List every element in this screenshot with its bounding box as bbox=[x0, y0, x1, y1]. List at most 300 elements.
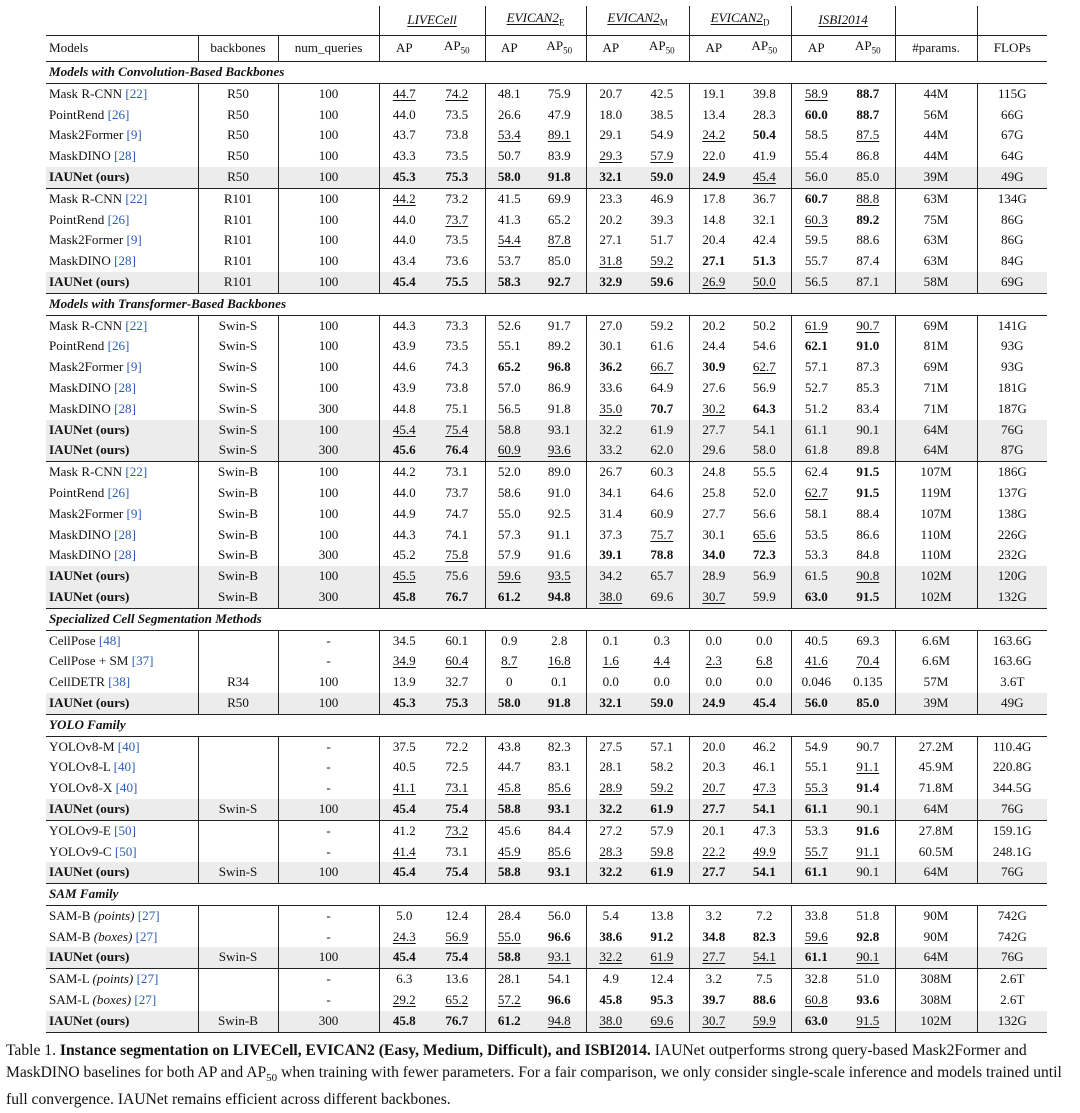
metric-value: 85.0 bbox=[547, 253, 571, 269]
citation-link[interactable]: [40] bbox=[117, 738, 140, 754]
ap50-cell bbox=[429, 927, 485, 948]
num-queries-cell: 100 bbox=[278, 378, 379, 399]
table-row bbox=[46, 969, 1047, 990]
table-row bbox=[46, 927, 1047, 948]
metric-value: 57.3 bbox=[497, 526, 521, 542]
metric-value: 56.0 bbox=[547, 907, 571, 923]
citation-link[interactable]: [27] bbox=[134, 992, 157, 1008]
num-queries-cell: 100 bbox=[278, 125, 379, 146]
metric-value: 59.5 bbox=[804, 232, 828, 248]
metric-value: 61.8 bbox=[804, 442, 828, 458]
metric-value: 55.3 bbox=[804, 780, 828, 796]
ap-cell bbox=[791, 651, 841, 672]
num-queries-cell: - bbox=[278, 757, 379, 778]
ap50-cell bbox=[841, 525, 895, 546]
model-name: CellDETR bbox=[49, 674, 106, 690]
metric-value: 45.4 bbox=[392, 864, 416, 880]
metric-value: 38.0 bbox=[599, 588, 623, 604]
ap-cell bbox=[586, 799, 635, 820]
metric-value: 25.8 bbox=[702, 484, 726, 500]
metric-value: 30.1 bbox=[599, 338, 623, 354]
model-name-cell bbox=[46, 440, 198, 461]
ap50-cell bbox=[738, 483, 791, 504]
citation-link[interactable]: [26] bbox=[107, 484, 130, 500]
metric-value: 43.9 bbox=[392, 379, 416, 395]
ap-cell bbox=[485, 399, 533, 420]
ap-cell bbox=[689, 399, 738, 420]
ap-cell bbox=[586, 378, 635, 399]
ap50-cell bbox=[635, 927, 689, 948]
metric-value: 58.8 bbox=[497, 800, 521, 816]
metric-value: 74.2 bbox=[445, 85, 469, 101]
ap50-cell bbox=[635, 842, 689, 863]
ap-cell bbox=[586, 440, 635, 461]
params-cell: 64M bbox=[895, 947, 977, 968]
citation-link[interactable]: [27] bbox=[135, 928, 158, 944]
ap-cell bbox=[689, 167, 738, 188]
metric-value: 58.3 bbox=[497, 273, 521, 289]
metric-value: 88.4 bbox=[856, 505, 880, 521]
metric-value: 20.2 bbox=[702, 317, 726, 333]
citation-link[interactable]: [26] bbox=[107, 211, 130, 227]
backbone-cell bbox=[198, 757, 278, 778]
ap50-cell bbox=[738, 969, 791, 990]
metric-value: 88.6 bbox=[856, 232, 880, 248]
ap50-cell bbox=[841, 990, 895, 1011]
metric-value: 73.5 bbox=[445, 232, 469, 248]
ap-cell bbox=[379, 736, 429, 757]
ap-cell bbox=[689, 210, 738, 231]
ap-cell bbox=[485, 672, 533, 693]
ap50-cell bbox=[738, 462, 791, 483]
citation-link[interactable]: [9] bbox=[126, 359, 142, 375]
flops-cell: 76G bbox=[977, 799, 1047, 820]
backbone-cell: Swin-S bbox=[198, 420, 278, 441]
metric-value: 54.9 bbox=[650, 127, 674, 143]
ap-cell bbox=[586, 969, 635, 990]
ap-cell bbox=[485, 693, 533, 714]
ap50-cell bbox=[841, 105, 895, 126]
ap-cell bbox=[379, 483, 429, 504]
metric-value: 58.5 bbox=[804, 127, 828, 143]
metric-value: 20.4 bbox=[702, 232, 726, 248]
flops-cell: 49G bbox=[977, 167, 1047, 188]
ap-cell bbox=[586, 862, 635, 883]
metric-value: 22.2 bbox=[702, 843, 726, 859]
flops-cell: 187G bbox=[977, 399, 1047, 420]
metric-value: 43.9 bbox=[392, 338, 416, 354]
metric-value: 88.7 bbox=[856, 106, 880, 122]
ap-cell bbox=[586, 399, 635, 420]
ap50-cell bbox=[841, 736, 895, 757]
metric-value: 61.1 bbox=[804, 864, 828, 880]
metric-value: 42.4 bbox=[752, 232, 776, 248]
ap-cell bbox=[689, 672, 738, 693]
num-queries-cell: 300 bbox=[278, 399, 379, 420]
metric-value: 85.3 bbox=[856, 379, 880, 395]
ap-cell bbox=[379, 525, 429, 546]
metric-value: 56.0 bbox=[804, 169, 828, 184]
citation-link[interactable]: [26] bbox=[107, 338, 130, 354]
model-name: YOLOv8-M bbox=[49, 738, 115, 754]
ap-cell bbox=[689, 545, 738, 566]
model-name: MaskDINO bbox=[49, 400, 111, 416]
citation-link[interactable]: [27] bbox=[136, 971, 159, 987]
ap50-cell bbox=[533, 693, 586, 714]
backbone-cell: R101 bbox=[198, 188, 278, 209]
model-name-cell bbox=[46, 1011, 198, 1032]
citation-link[interactable]: [22] bbox=[125, 85, 148, 101]
metric-value: 87.5 bbox=[856, 127, 880, 143]
ap-cell bbox=[485, 188, 533, 209]
ap-cell bbox=[586, 167, 635, 188]
ap-cell bbox=[586, 947, 635, 968]
metric-value: 26.6 bbox=[497, 106, 521, 122]
model-name: CellPose bbox=[49, 632, 96, 648]
metric-value: 4.9 bbox=[602, 971, 619, 987]
metric-value: 51.7 bbox=[650, 232, 674, 248]
metric-value: 44.2 bbox=[392, 190, 416, 206]
metric-value: 55.0 bbox=[497, 505, 521, 521]
table-row bbox=[46, 251, 1047, 272]
model-name: PointRend bbox=[49, 338, 105, 354]
ap50-cell bbox=[533, 672, 586, 693]
ap-cell bbox=[586, 842, 635, 863]
metric-value: 28.1 bbox=[497, 971, 521, 987]
metric-value: 24.9 bbox=[702, 169, 726, 184]
ap-cell bbox=[791, 799, 841, 820]
col-ap: AP bbox=[689, 35, 738, 61]
ap-cell bbox=[791, 757, 841, 778]
ap-cell bbox=[485, 525, 533, 546]
params-cell: 308M bbox=[895, 969, 977, 990]
flops-cell: 248.1G bbox=[977, 842, 1047, 863]
metric-value: 46.1 bbox=[752, 759, 776, 775]
ap-cell bbox=[379, 1011, 429, 1032]
backbone-cell bbox=[198, 630, 278, 651]
metric-value: 46.2 bbox=[752, 738, 776, 754]
params-cell: 64M bbox=[895, 420, 977, 441]
ap50-cell bbox=[841, 757, 895, 778]
metric-value: 23.3 bbox=[599, 190, 623, 206]
ap50-cell bbox=[738, 525, 791, 546]
citation-link[interactable]: [9] bbox=[126, 505, 142, 521]
ap50-cell bbox=[738, 251, 791, 272]
metric-value: 13.8 bbox=[650, 907, 674, 923]
metric-value: 41.9 bbox=[752, 148, 776, 164]
ap50-cell bbox=[533, 105, 586, 126]
metric-value: 92.7 bbox=[547, 273, 571, 289]
metric-value: 93.1 bbox=[547, 800, 571, 816]
metric-value: 39.8 bbox=[752, 85, 776, 101]
ap-cell bbox=[791, 336, 841, 357]
citation-link[interactable]: [40] bbox=[115, 780, 138, 796]
backbone-cell bbox=[198, 736, 278, 757]
ap-cell bbox=[791, 545, 841, 566]
model-name: YOLOv9-C bbox=[49, 843, 112, 859]
model-name: PointRend bbox=[49, 211, 105, 227]
num-queries-cell: 100 bbox=[278, 315, 379, 336]
ap50-cell bbox=[533, 862, 586, 883]
ap-cell bbox=[485, 757, 533, 778]
ap50-cell bbox=[841, 693, 895, 714]
num-queries-cell: 100 bbox=[278, 483, 379, 504]
table-row bbox=[46, 842, 1047, 863]
metric-value: 54.4 bbox=[497, 232, 521, 248]
metric-value: 60.7 bbox=[804, 190, 828, 206]
ap-cell bbox=[379, 905, 429, 926]
ap-cell bbox=[379, 188, 429, 209]
params-cell: 57M bbox=[895, 672, 977, 693]
ap50-cell bbox=[635, 990, 689, 1011]
metric-value: 88.6 bbox=[752, 992, 776, 1008]
model-name-cell bbox=[46, 167, 198, 188]
ap-cell bbox=[586, 125, 635, 146]
model-name-cell bbox=[46, 842, 198, 863]
ap-cell bbox=[485, 462, 533, 483]
ap50-cell bbox=[635, 336, 689, 357]
params-cell: 75M bbox=[895, 210, 977, 231]
citation-link[interactable]: [22] bbox=[125, 190, 148, 206]
metric-value: 92.5 bbox=[547, 505, 571, 521]
metric-value: 91.5 bbox=[856, 484, 880, 500]
ap-cell bbox=[586, 357, 635, 378]
metric-value: 45.6 bbox=[497, 822, 521, 838]
backbone-cell bbox=[198, 990, 278, 1011]
metric-value: 32.1 bbox=[752, 211, 776, 227]
ap50-cell bbox=[635, 525, 689, 546]
metric-value: 44.3 bbox=[392, 526, 416, 542]
col-ap50: $AP_{50}$ bbox=[841, 35, 895, 61]
metric-value: 64.6 bbox=[650, 484, 674, 500]
metric-value: 0.1 bbox=[602, 632, 619, 648]
ap50-cell bbox=[738, 820, 791, 841]
citation-link[interactable]: [50] bbox=[114, 822, 136, 838]
ap50-cell bbox=[533, 799, 586, 820]
metric-value: 27.5 bbox=[599, 738, 623, 754]
metric-value: 61.6 bbox=[650, 338, 674, 354]
ap50-cell bbox=[533, 483, 586, 504]
metric-value: 45.2 bbox=[392, 547, 416, 563]
flops-cell: 141G bbox=[977, 315, 1047, 336]
metric-value: 55.1 bbox=[804, 759, 828, 775]
ap50-cell bbox=[841, 420, 895, 441]
table-row bbox=[46, 146, 1047, 167]
citation-link[interactable]: [28] bbox=[114, 148, 136, 164]
num-queries-cell: 100 bbox=[278, 336, 379, 357]
model-name-cell bbox=[46, 315, 198, 336]
num-queries-cell: 100 bbox=[278, 525, 379, 546]
ap-cell bbox=[586, 651, 635, 672]
params-cell: 107M bbox=[895, 504, 977, 525]
ap50-cell bbox=[841, 969, 895, 990]
metric-value: 20.1 bbox=[702, 822, 726, 838]
citation-link[interactable]: [27] bbox=[137, 907, 160, 923]
metric-value: 32.9 bbox=[599, 273, 623, 289]
metric-value: 17.8 bbox=[702, 190, 726, 206]
metric-value: 24.2 bbox=[702, 127, 726, 143]
citation-link[interactable]: [22] bbox=[125, 464, 148, 480]
ap-cell bbox=[379, 630, 429, 651]
num-queries-cell: 100 bbox=[278, 947, 379, 968]
metric-value: 53.4 bbox=[497, 127, 521, 143]
metric-value: 60.9 bbox=[650, 505, 674, 521]
table-row bbox=[46, 651, 1047, 672]
ap50-cell bbox=[635, 504, 689, 525]
ap50-cell bbox=[635, 315, 689, 336]
metric-value: 20.7 bbox=[702, 780, 726, 796]
metric-value: 91.8 bbox=[547, 169, 571, 184]
ap50-cell bbox=[429, 990, 485, 1011]
metric-value: 87.8 bbox=[547, 232, 571, 248]
citation-link[interactable]: [48] bbox=[98, 632, 121, 648]
ap50-cell bbox=[429, 105, 485, 126]
flops-cell: 742G bbox=[977, 927, 1047, 948]
model-name: SAM-B bbox=[49, 928, 91, 944]
metric-value: 61.9 bbox=[804, 317, 828, 333]
citation-link[interactable]: [40] bbox=[113, 759, 136, 775]
metric-value: 44.3 bbox=[392, 317, 416, 333]
ap50-cell bbox=[738, 1011, 791, 1032]
ap-cell bbox=[379, 336, 429, 357]
metric-value: 27.7 bbox=[702, 505, 726, 521]
num-queries-cell: 100 bbox=[278, 83, 379, 104]
col-models: Models bbox=[46, 35, 198, 61]
table-row bbox=[46, 462, 1047, 483]
ap-cell bbox=[379, 566, 429, 587]
metric-value: 63.0 bbox=[804, 588, 828, 604]
citation-link[interactable]: [28] bbox=[114, 253, 136, 269]
num-queries-cell: 300 bbox=[278, 440, 379, 461]
model-name-cell bbox=[46, 587, 198, 608]
flops-cell: 159.1G bbox=[977, 820, 1047, 841]
metric-value: 55.7 bbox=[804, 843, 828, 859]
num-queries-cell: 100 bbox=[278, 105, 379, 126]
ap50-cell bbox=[841, 378, 895, 399]
dataset-livecell: LIVECell bbox=[379, 6, 485, 35]
metric-value: 59.2 bbox=[650, 780, 674, 796]
metric-value: 91.8 bbox=[547, 400, 571, 416]
citation-link[interactable]: [28] bbox=[114, 547, 136, 563]
metric-value: 93.6 bbox=[547, 442, 571, 458]
section-title: Models with Convolution-Based Backbones bbox=[46, 62, 1047, 84]
ap50-cell bbox=[429, 947, 485, 968]
model-name: IAUNet (ours) bbox=[49, 169, 130, 184]
ap-cell bbox=[689, 336, 738, 357]
metric-value: 20.2 bbox=[599, 211, 623, 227]
citation-link[interactable]: [50] bbox=[114, 843, 137, 859]
metric-value: 29.1 bbox=[599, 127, 623, 143]
metric-value: 54.1 bbox=[752, 421, 776, 437]
column-header-row bbox=[46, 35, 1047, 61]
backbone-cell bbox=[198, 905, 278, 926]
caption-text: IAUNet outperforms strong query-based Mask2Former and MaskDINO baselines for both AP and AP bbox=[6, 1042, 1027, 1081]
ap-cell bbox=[791, 672, 841, 693]
metric-value: 75.3 bbox=[445, 694, 469, 710]
ap-cell bbox=[586, 83, 635, 104]
num-queries-cell: 100 bbox=[278, 462, 379, 483]
num-queries-cell: 100 bbox=[278, 357, 379, 378]
ap50-cell bbox=[738, 146, 791, 167]
ap50-cell bbox=[429, 693, 485, 714]
ap-cell bbox=[586, 587, 635, 608]
citation-link[interactable]: [9] bbox=[126, 127, 142, 143]
ap50-cell bbox=[429, 736, 485, 757]
metric-value: 61.1 bbox=[804, 949, 828, 965]
metric-value: 61.2 bbox=[497, 588, 521, 604]
ap50-cell bbox=[635, 736, 689, 757]
table-row bbox=[46, 693, 1047, 714]
ap-cell bbox=[379, 146, 429, 167]
metric-value: 34.9 bbox=[392, 653, 416, 669]
ap-cell bbox=[791, 315, 841, 336]
citation-link[interactable]: [26] bbox=[107, 106, 130, 122]
flops-cell: 49G bbox=[977, 693, 1047, 714]
metric-value: 24.8 bbox=[702, 464, 726, 480]
metric-value: 53.7 bbox=[497, 253, 521, 269]
metric-value: 89.2 bbox=[856, 211, 880, 227]
metric-value: 84.8 bbox=[856, 547, 880, 563]
model-name-cell bbox=[46, 736, 198, 757]
metric-value: 83.4 bbox=[856, 400, 880, 416]
col-ap: AP bbox=[379, 35, 429, 61]
metric-value: 91.5 bbox=[856, 588, 880, 604]
metric-value: 82.3 bbox=[752, 928, 776, 944]
model-name-cell bbox=[46, 420, 198, 441]
metric-value: 61.1 bbox=[804, 421, 828, 437]
metric-value: 58.0 bbox=[752, 442, 776, 458]
metric-value: 30.9 bbox=[702, 359, 726, 375]
citation-link[interactable]: [28] bbox=[114, 400, 136, 416]
ap-cell bbox=[689, 969, 738, 990]
ap50-cell bbox=[635, 820, 689, 841]
params-cell: 39M bbox=[895, 693, 977, 714]
ap-cell bbox=[485, 736, 533, 757]
citation-link[interactable]: [9] bbox=[126, 232, 142, 248]
citation-link[interactable]: [28] bbox=[114, 526, 136, 542]
citation-link[interactable]: [22] bbox=[125, 317, 148, 333]
ap50-cell bbox=[429, 272, 485, 293]
citation-link[interactable]: [37] bbox=[131, 653, 154, 669]
metric-value: 30.7 bbox=[702, 588, 726, 604]
metric-value: 2.3 bbox=[705, 653, 722, 669]
metric-value: 60.3 bbox=[650, 464, 674, 480]
model-name-cell bbox=[46, 105, 198, 126]
table-row bbox=[46, 440, 1047, 461]
ap50-cell bbox=[635, 83, 689, 104]
ap50-cell bbox=[635, 230, 689, 251]
ap50-cell bbox=[533, 420, 586, 441]
citation-link[interactable]: [38] bbox=[108, 674, 131, 690]
metric-value: 27.7 bbox=[702, 864, 726, 880]
metric-value: 75.9 bbox=[547, 85, 571, 101]
params-cell: 64M bbox=[895, 799, 977, 820]
backbone-cell: R101 bbox=[198, 272, 278, 293]
backbone-cell: Swin-S bbox=[198, 399, 278, 420]
model-name-cell bbox=[46, 378, 198, 399]
ap-cell bbox=[485, 420, 533, 441]
metric-value: 0.9 bbox=[501, 632, 518, 648]
ap50-cell bbox=[429, 483, 485, 504]
citation-link[interactable]: [28] bbox=[114, 379, 136, 395]
metric-value: 73.2 bbox=[445, 822, 469, 838]
metric-value: 58.0 bbox=[497, 694, 521, 710]
params-cell: 58M bbox=[895, 272, 977, 293]
metric-value: 91.1 bbox=[856, 759, 880, 775]
flops-cell: 93G bbox=[977, 357, 1047, 378]
ap-cell bbox=[791, 483, 841, 504]
ap-cell bbox=[586, 820, 635, 841]
